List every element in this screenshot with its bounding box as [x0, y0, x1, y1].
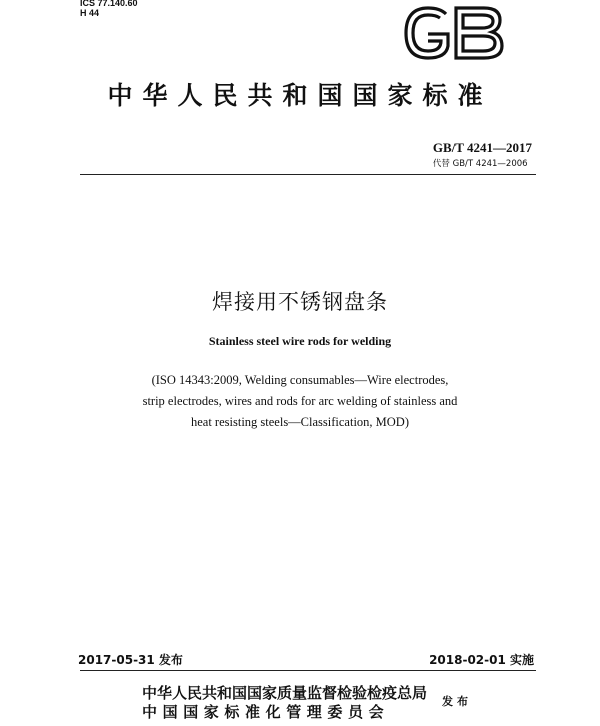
ccs-code: H 44: [80, 8, 100, 18]
top-divider: [80, 174, 536, 175]
classification-codes: [80, 0, 138, 18]
replaces-note: 代替 GB/T 4241—2006: [432, 159, 528, 169]
iso-reference: [0, 370, 600, 433]
issuer-line: 中国国家标准化管理委员会: [142, 703, 390, 721]
standard-number-block: [433, 140, 532, 169]
iso-reference-line: strip electrodes, wires and rods for arc welding of stainless and: [142, 394, 458, 408]
standard-organization: 中华人民共和国国家标准: [107, 81, 493, 110]
issuing-authorities: [142, 684, 427, 722]
publish-label: 发布: [442, 695, 472, 708]
implement-date: 2018-02-01 实施: [429, 653, 534, 667]
issue-date: 2017-05-31 发布: [78, 653, 183, 667]
title-english: Stainless steel wire rods for welding: [208, 334, 392, 348]
title-chinese: 焊接用不锈钢盘条: [212, 290, 388, 314]
ics-code: ICS 77.140.60: [80, 0, 138, 8]
iso-reference-line: heat resisting steels—Classification, MOD): [190, 415, 410, 429]
gb-logo: [398, 4, 508, 62]
issuer-line: 中华人民共和国国家质量监督检验检疫总局: [142, 684, 428, 702]
bottom-divider: [80, 670, 536, 671]
iso-reference-line: (ISO 14343:2009, Welding consumables—Wire electrodes,: [151, 373, 449, 387]
standard-number: GB/T 4241—2017: [432, 140, 532, 155]
